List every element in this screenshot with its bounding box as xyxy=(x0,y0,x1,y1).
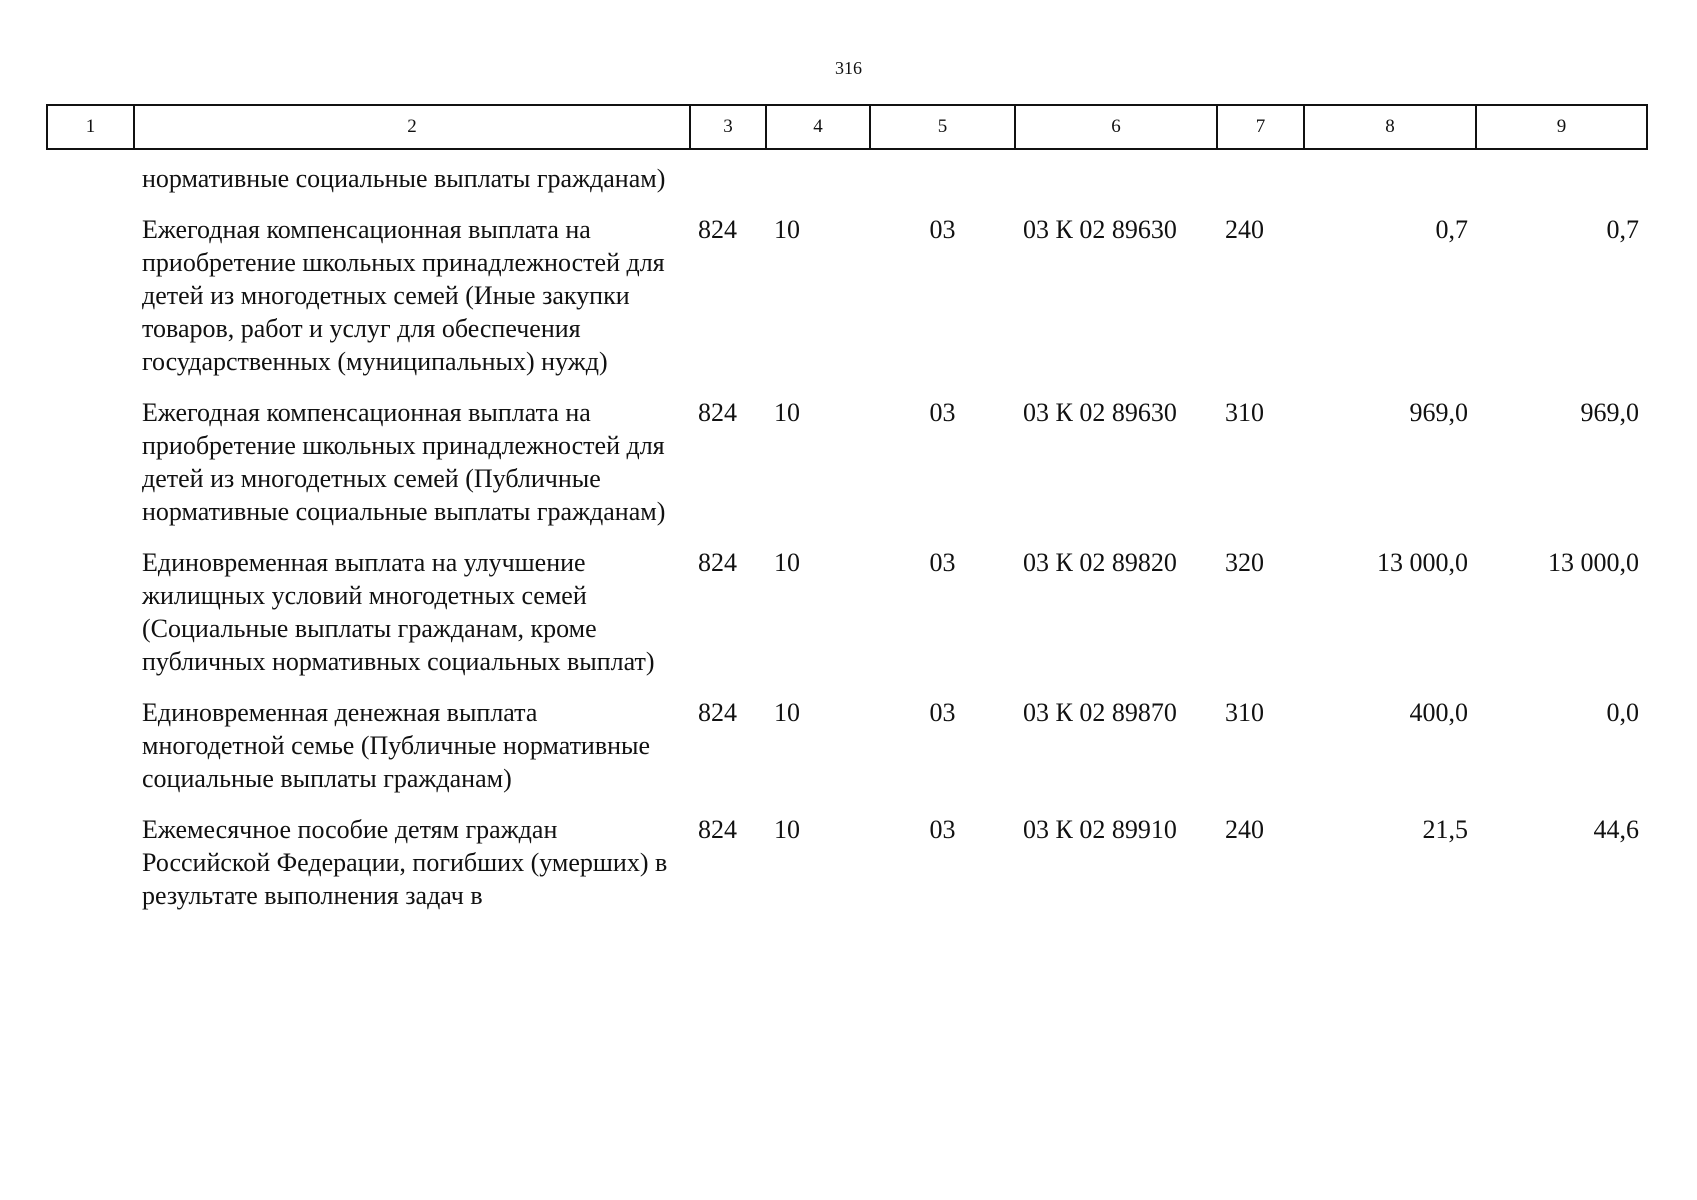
cell-col3: 824 xyxy=(698,398,737,427)
cell-col6: 03 К 02 89910 xyxy=(1023,815,1177,844)
cell-col3: 824 xyxy=(698,215,737,244)
cell-col1 xyxy=(47,546,134,696)
cell-description: Ежемесячное пособие детям граждан Российской Федерации, погибших (умерших) в результате выполнения задач в xyxy=(142,815,668,910)
cell-col1 xyxy=(47,213,134,396)
table-row xyxy=(47,813,1647,930)
table-row xyxy=(47,696,1647,813)
cell-col7: 240 xyxy=(1225,815,1264,844)
cell-col5: 03 xyxy=(929,548,956,577)
column-header: 7 xyxy=(1217,105,1304,149)
cell-col3: 824 xyxy=(698,548,737,577)
cell-col7: 310 xyxy=(1225,398,1264,427)
cell-col3 xyxy=(690,149,766,213)
column-number-header xyxy=(47,105,1647,149)
cell-col8: 21,5 xyxy=(1422,815,1468,844)
cell-col6: 03 К 02 89630 xyxy=(1023,398,1177,427)
column-header: 8 xyxy=(1304,105,1476,149)
cell-col5: 03 xyxy=(929,698,956,727)
page-number: 316 xyxy=(835,58,862,78)
cell-col3: 824 xyxy=(698,698,737,727)
cell-description: Единовременная выплата на улучшение жилищных условий многодетных семей (Социальные выплаты гражданам, кроме публичных нормативных социальных выплат) xyxy=(142,548,655,676)
column-header: 5 xyxy=(870,105,1015,149)
cell-col8 xyxy=(1304,149,1476,213)
table-row xyxy=(47,546,1647,696)
cell-col7: 320 xyxy=(1225,548,1264,577)
cell-col4: 10 xyxy=(774,398,800,427)
cell-col7: 310 xyxy=(1225,698,1264,727)
cell-description: Единовременная денежная выплата многодетной семье (Публичные нормативные социальные выплаты гражданам) xyxy=(142,698,651,793)
column-header: 2 xyxy=(134,105,690,149)
cell-col1 xyxy=(47,149,134,213)
table-row xyxy=(47,213,1647,396)
cell-col5 xyxy=(870,149,1015,213)
column-header: 3 xyxy=(690,105,766,149)
table-row xyxy=(47,149,1647,213)
cell-col9: 969,0 xyxy=(1580,398,1639,427)
column-header: 4 xyxy=(766,105,870,149)
cell-col4: 10 xyxy=(774,698,800,727)
column-header: 9 xyxy=(1476,105,1647,149)
cell-col8: 0,7 xyxy=(1435,215,1468,244)
cell-col1 xyxy=(47,396,134,546)
cell-col6: 03 К 02 89630 xyxy=(1023,215,1177,244)
column-header: 6 xyxy=(1015,105,1217,149)
table-row xyxy=(47,396,1647,546)
cell-col9: 0,0 xyxy=(1606,698,1639,727)
cell-col5: 03 xyxy=(929,215,956,244)
cell-col4: 10 xyxy=(774,215,800,244)
cell-col8: 969,0 xyxy=(1409,398,1468,427)
cell-col6: 03 К 02 89820 xyxy=(1023,548,1177,577)
cell-col4: 10 xyxy=(774,548,800,577)
cell-col7: 240 xyxy=(1225,215,1264,244)
cell-col1 xyxy=(47,813,134,930)
cell-col9 xyxy=(1476,149,1647,213)
cell-col1 xyxy=(47,696,134,813)
cell-col3: 824 xyxy=(698,815,737,844)
budget-table xyxy=(46,104,1648,930)
cell-col4 xyxy=(766,149,870,213)
column-header: 1 xyxy=(47,105,134,149)
cell-description: Ежегодная компенсационная выплата на приобретение школьных принадлежностей для детей из многодетных семей (Публичные нормативные социальные выплаты гражданам) xyxy=(142,398,666,526)
cell-col7 xyxy=(1217,149,1304,213)
cell-col4: 10 xyxy=(774,815,800,844)
cell-col5: 03 xyxy=(929,398,956,427)
cell-col6 xyxy=(1015,149,1217,213)
cell-col5: 03 xyxy=(929,815,956,844)
cell-description: Ежегодная компенсационная выплата на приобретение школьных принадлежностей для детей из многодетных семей (Иные закупки товаров, работ и услуг для обеспечения государственных (муниципальных) нужд) xyxy=(142,215,665,376)
cell-col8: 400,0 xyxy=(1409,698,1468,727)
cell-col6: 03 К 02 89870 xyxy=(1023,698,1177,727)
cell-col9: 44,6 xyxy=(1593,815,1639,844)
cell-col9: 0,7 xyxy=(1606,215,1639,244)
cell-description: нормативные социальные выплаты гражданам) xyxy=(142,164,666,193)
cell-col9: 13 000,0 xyxy=(1548,548,1639,577)
cell-col8: 13 000,0 xyxy=(1377,548,1468,577)
